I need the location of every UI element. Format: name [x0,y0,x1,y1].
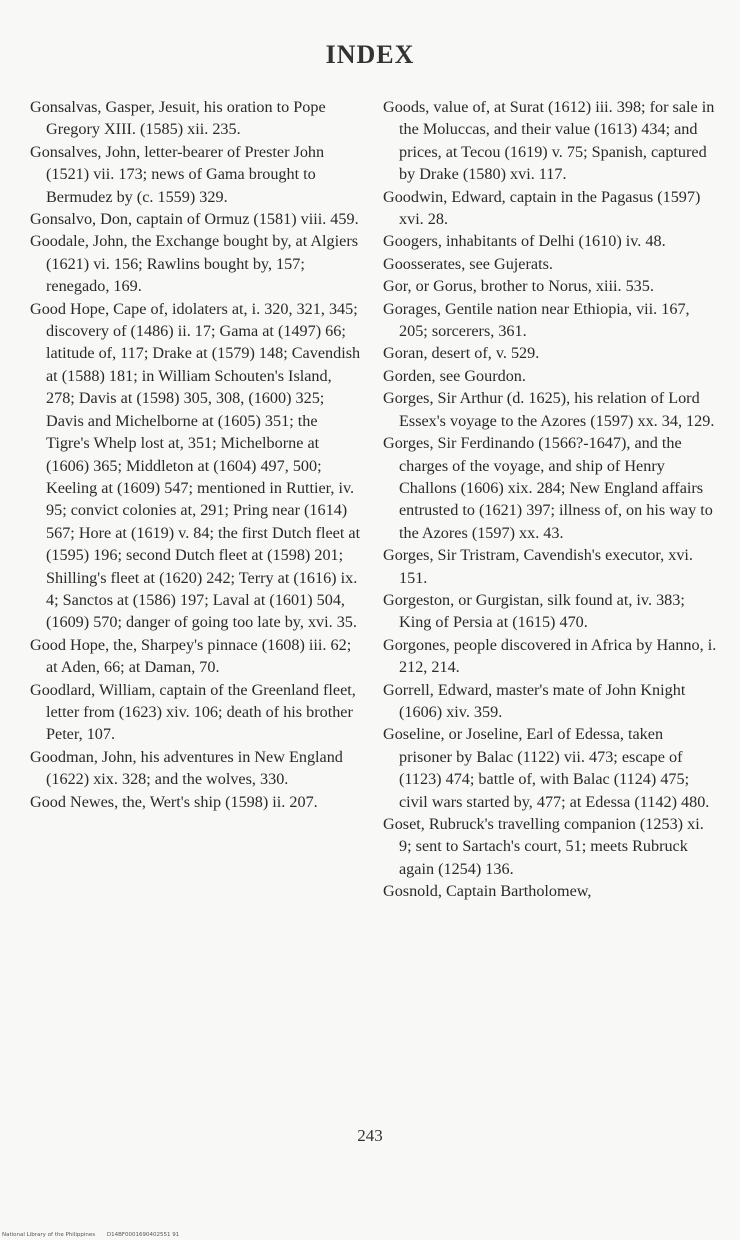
scan-footer [2,1232,189,1238]
library-credit: National Library of the Philippines [2,1232,96,1238]
index-entry: Gonsalvo, Don, captain of Ormuz (1581) viii. 459. [30,210,359,229]
index-entry: Goods, value of, at Surat (1612) iii. 398; for sale in the Moluccas, and their value (1613) 434; and prices, at Tecou (1619) v. 75; Spanish, captured by Drake (1580) xvi. 117. [383,98,715,184]
index-entry: Goset, Rubruck's travelling companion (1253) xi. 9; sent to Sartach's court, 51; meets Rubruck again (1254) 136. [383,815,704,878]
index-entry: Gorden, see Gourdon. [383,366,526,385]
index-entry: Goosserates, see Gujerats. [383,254,553,273]
index-entry: Gorges, Sir Arthur (d. 1625), his relation of Lord Essex's voyage to the Azores (1597) xx. 34, 129. [383,389,715,430]
index-entry: Goodale, John, the Exchange bought by, at Algiers (1621) vi. 156; Rawlins bought by, 157; renegado, 169. [30,232,359,296]
index-entry: Googers, inhabitants of Delhi (1610) iv. 48. [383,232,666,251]
index-column-right [383,96,717,903]
index-entry: Gorgones, people discovered in Africa by Hanno, i. 212, 214. [383,635,717,677]
index-entry: Gorges, Sir Ferdinando (1566?-1647), and the charges of the voyage, and ship of Henry Challons (1606) xix. 284; New England affairs entrusted to (1621) 397; illness of, on his way to the Azores (1597) xx. 43. [383,434,713,542]
index-entry: Gosnold, Captain Bartholomew, [383,882,592,901]
index-entry: Good Newes, the, Wert's ship (1598) ii. 207. [30,792,318,811]
page-title: INDEX [325,40,415,69]
index-entry: Gorages, Gentile nation near Ethiopia, vii. 167, 205; sorcerers, 361. [383,299,690,341]
index-entry: Gonsalvas, Gasper, Jesuit, his oration to Pope Gregory XIII. (1585) xii. 235. [30,98,326,139]
index-entry: Goodman, John, his adventures in New England (1622) xix. 328; and the wolves, 330. [30,747,343,789]
page-number: 243 [357,1126,383,1145]
index-entry: Goodlard, William, captain of the Greenland fleet, letter from (1623) xiv. 106; death of his brother Peter, 107. [30,680,356,744]
index-entry: Goseline, or Joseline, Earl of Edessa, taken prisoner by Balac (1122) vii. 473; escape of (1123) 474; battle of, with Balac (1124) 475; civil wars started by, 477; at Edessa (1142) 480. [383,725,710,811]
index-column-left [30,96,364,813]
index-entry: Good Hope, Cape of, idolaters at, i. 320, 321, 345; discovery of (1486) ii. 17; Gama at (1497) 66; latitude of, 117; Drake at (1579) 148; Cavendish at (1588) 181; in William Schouten's Island, 278; Davis at (1598) 305, 308, (1600) 325; Davis and Michelborne at (1605) 351; the Tigre's Whelp lost at, 351; Michelborne at (1606) 365; Middleton at (1604) 497, 500; Keeling at (1609) 547; mentioned in Ruttier, iv. 95; convict colonies at, 291; Pring near (1614) 567; Hore at (1619) v. 84; the first Dutch fleet at (1595) 196; second Dutch fleet at (1598) 201; Shilling's fleet at (1620) 242; Terry at (1616) ix. 4; Sanctos at (1586) 197; Laval at (1601) 504, (1609) 570; danger of going too late by, xvi. 35. [30,299,361,632]
index-entry: Gonsalves, John, letter-bearer of Prester John (1521) vii. 173; news of Gama brought to Bermudez by (c. 1559) 329. [30,142,325,206]
index-entry: Gorges, Sir Tristram, Cavendish's executor, xvi. 151. [383,546,693,587]
index-entry: Goran, desert of, v. 529. [383,344,540,363]
index-entry: Good Hope, the, Sharpey's pinnace (1608) iii. 62; at Aden, 66; at Daman, 70. [30,635,352,677]
barcode-text: D14BF0001690402551 91 [106,1232,180,1238]
index-entry: Gor, or Gorus, brother to Norus, xiii. 535. [383,277,654,296]
index-entry: Goodwin, Edward, captain in the Pagasus (1597) xvi. 28. [383,187,701,229]
index-entry: Gorrell, Edward, master's mate of John Knight (1606) xiv. 359. [383,680,686,721]
index-entry: Gorgeston, or Gurgistan, silk found at, iv. 383; King of Persia at (1615) 470. [383,590,685,632]
